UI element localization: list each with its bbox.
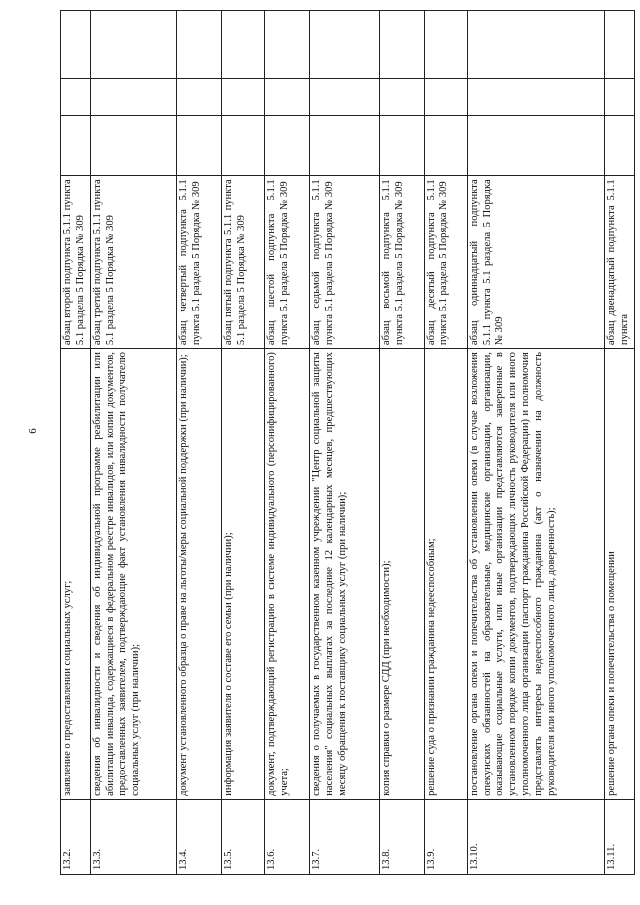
table-row	[424, 11, 467, 875]
row-number: 13.5.	[222, 799, 265, 874]
empty-cell	[380, 11, 424, 79]
document-cell: документ, подтверждающий регистрацию в системе индивидуального (персонифицированного) учета;	[265, 349, 310, 800]
basis-cell: абзац одиннадцатый подпункта 5.1.1 пункта 5.1 раздела 5 Порядка № 309	[467, 176, 605, 349]
table-row	[380, 11, 424, 875]
table-row	[467, 11, 605, 875]
empty-cell	[424, 11, 467, 79]
empty-cell	[176, 78, 221, 116]
basis-cell: абзац восьмой подпункта 5.1.1 пункта 5.1 раздела 5 Порядка № 309	[380, 176, 424, 349]
row-number: 13.6.	[265, 799, 310, 874]
empty-cell	[605, 78, 635, 116]
empty-cell	[467, 78, 605, 116]
table-row	[90, 11, 176, 875]
empty-cell	[380, 78, 424, 116]
document-cell: сведения о получаемых в государственном казенном учреждении "Центр социальной защиты населения" социальных выплатах за последние 12 календарных месяцев, предшествующих месяцу обращения к поставщику социальных услуг (при наличии);	[310, 349, 380, 800]
document-cell: документ установленного образца о праве на льготы/меры социальной поддержки (при наличии);	[176, 349, 221, 800]
table-row	[61, 11, 91, 875]
table-row	[222, 11, 265, 875]
empty-cell	[222, 116, 265, 176]
basis-cell: абзац пятый подпункта 5.1.1 пункта 5.1 раздела 5 Порядка № 309	[222, 176, 265, 349]
table-row	[176, 11, 221, 875]
empty-cell	[90, 11, 176, 79]
empty-cell	[424, 116, 467, 176]
empty-cell	[61, 11, 91, 79]
empty-cell	[605, 116, 635, 176]
empty-cell	[61, 78, 91, 116]
row-number: 13.2.	[61, 799, 91, 874]
page-number: 6	[26, 428, 39, 434]
empty-cell	[176, 11, 221, 79]
empty-cell	[176, 116, 221, 176]
empty-cell	[424, 78, 467, 116]
basis-cell: абзац двенадцатый подпункта 5.1.1 пункта	[605, 176, 635, 349]
document-cell: постановление органа опеки и попечительства об установлении опеки (в случае возложения опекунских обязанностей на образовательные, медицинские организации, организации, оказывающие социальные услуги, или иные организации представляются заверенные в установленном порядке копии документов, подтверждающих личность руководителя или иного уполномоченного лица организации (паспорт гражданина Российской Федерации) и полномочия представлять интересы недееспособного гражданина (акт о назначении на должность руководителя или иного уполномоченного лица, доверенность);	[467, 349, 605, 800]
empty-cell	[61, 116, 91, 176]
basis-cell: абзац третий подпункта 5.1.1 пункта 5.1 раздела 5 Порядка № 309	[90, 176, 176, 349]
document-cell: копия справки о размере СДД (при необходимости);	[380, 349, 424, 800]
empty-cell	[467, 116, 605, 176]
rotated-table-container	[60, 10, 635, 875]
empty-cell	[265, 78, 310, 116]
table-row	[310, 11, 380, 875]
basis-cell: абзац шестой подпункта 5.1.1 пункта 5.1 раздела 5 Порядка № 309	[265, 176, 310, 349]
empty-cell	[265, 116, 310, 176]
document-cell: сведения об инвалидности и сведения об индивидуальной программе реабилитации или абилитации инвалида, содержащиеся в федеральном реестре инвалидов, или копии документов, предоставленных заявителем, подтверждающие факт установления инвалидности получателю социальных услуг (при наличии);	[90, 349, 176, 800]
document-cell: информация заявителя о составе его семьи (при наличии);	[222, 349, 265, 800]
empty-cell	[467, 11, 605, 79]
row-number: 13.4.	[176, 799, 221, 874]
table-row	[605, 11, 635, 875]
empty-cell	[90, 116, 176, 176]
empty-cell	[605, 11, 635, 79]
empty-cell	[310, 78, 380, 116]
document-cell: решение суда о признании гражданина недееспособным;	[424, 349, 467, 800]
row-number: 13.11.	[605, 799, 635, 874]
row-number: 13.7.	[310, 799, 380, 874]
basis-cell: абзац десятый подпункта 5.1.1 пункта 5.1 раздела 5 Порядка № 309	[424, 176, 467, 349]
empty-cell	[310, 116, 380, 176]
document-cell: решение органа опеки и попечительства о помещении	[605, 349, 635, 800]
basis-cell: абзац седьмой подпункта 5.1.1 пункта 5.1 раздела 5 Порядка № 309	[310, 176, 380, 349]
empty-cell	[222, 11, 265, 79]
row-number: 13.3.	[90, 799, 176, 874]
row-number: 13.9.	[424, 799, 467, 874]
empty-cell	[265, 11, 310, 79]
basis-cell: абзац второй подпункта 5.1.1 пункта 5.1 раздела 5 Порядка № 309	[61, 176, 91, 349]
empty-cell	[380, 116, 424, 176]
basis-cell: абзац четвертый подпункта 5.1.1 пункта 5.1 раздела 5 Порядка № 309	[176, 176, 221, 349]
empty-cell	[90, 78, 176, 116]
table-row	[265, 11, 310, 875]
row-number: 13.8.	[380, 799, 424, 874]
empty-cell	[222, 78, 265, 116]
row-number: 13.10.	[467, 799, 605, 874]
documents-table	[60, 10, 635, 875]
document-cell: заявление о предоставлении социальных услуг;	[61, 349, 91, 800]
empty-cell	[310, 11, 380, 79]
